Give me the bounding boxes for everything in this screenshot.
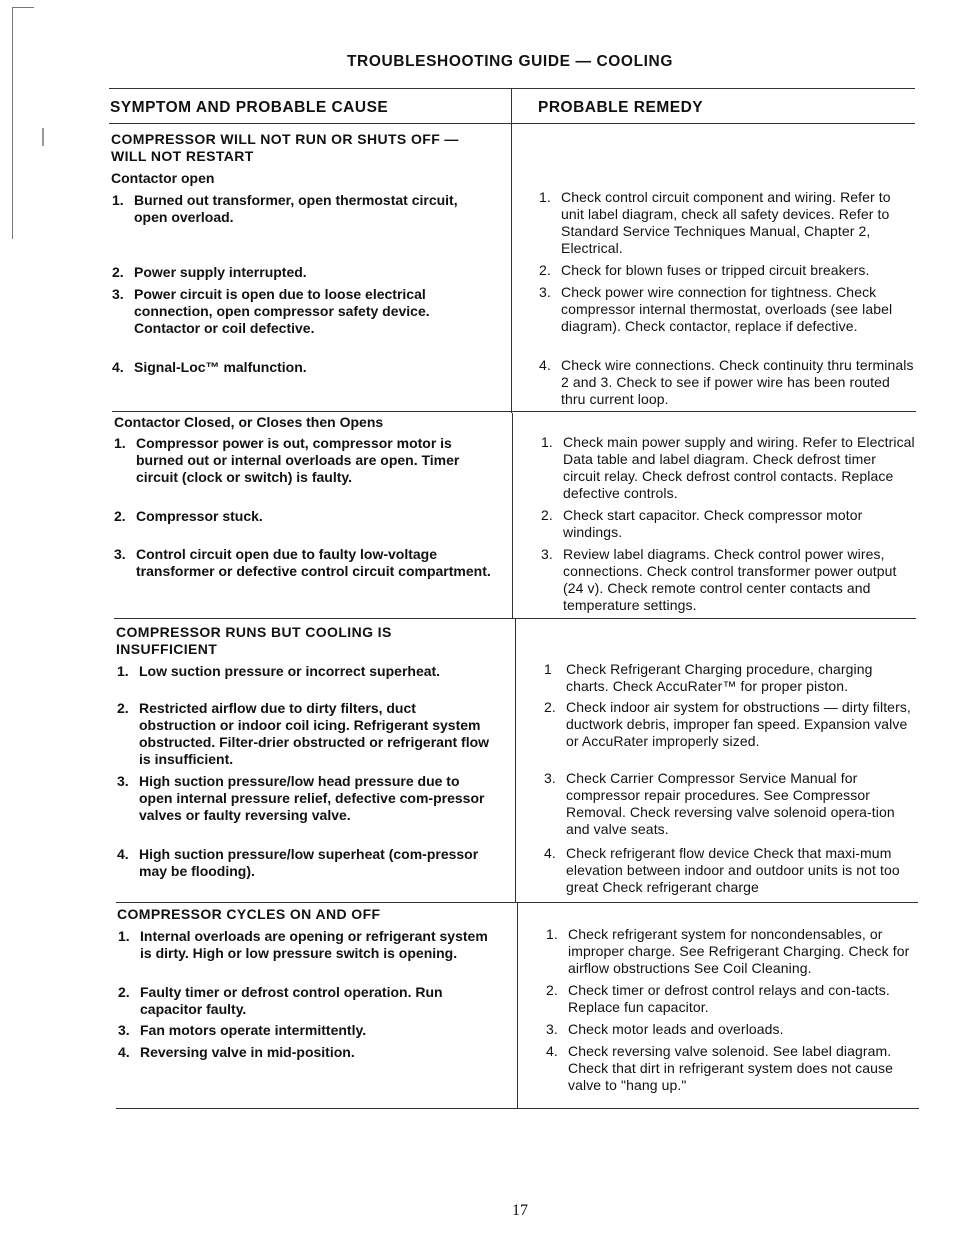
cause-item: 1. Low suction pressure or incorrect superheat. [117,663,441,679]
cause-item: 2. Power supply interrupted. [112,264,307,280]
column-divider [515,619,516,903]
cause-item: 4. Signal-Loc™ malfunction. [112,359,307,375]
remedy-item: 4. Check reversing valve solenoid. See label diagram. Check that dirt in refrigerant system does not cause valve to "hang up." [546,1043,894,1093]
scan-speck [42,128,44,146]
cause-item: 3. High suction pressure/low head pressure due to open internal pressure relief, defective com-pressor valves or faulty reversing valve. [117,773,485,823]
scan-border-mark [12,7,34,8]
bottom-rule [116,1108,919,1109]
cause-item: 3. Power circuit is open due to loose electrical connection, open compressor safety device. Contactor or coil defective. [112,286,430,336]
remedy-item: 2. Check for blown fuses or tripped circuit breakers. [539,262,870,278]
scan-border-mark [12,7,13,239]
section-heading: COMPRESSOR RUNS BUT COOLING IS INSUFFICIENT [116,624,392,657]
remedy-column-header: PROBABLE REMEDY [538,99,704,116]
remedy-item: 1. Check refrigerant system for noncondensables, or improper charge. See Refrigerant Charging. Check for airflow obstructions See Coil Cleaning. [546,926,910,976]
cause-item: 2. Faulty timer or defrost control operation. Run capacitor faulty. [118,984,443,1017]
column-divider [517,903,518,1108]
remedy-item: 1. Check control circuit component and wiring. Refer to unit label diagram, check all safety devices. Refer to Standard Service Techniques Manual, Chapter 2, Electrical. [539,189,891,256]
remedy-item: 3. Check power wire connection for tightness. Check compressor internal thermostat, overloads (see label diagram). Check contactor, replace if defective. [539,284,893,334]
header-underline [109,123,915,124]
remedy-item: 1 Check Refrigerant Charging procedure, charging charts. Check AccuRater™ for proper piston. [544,661,873,694]
remedy-item: 4. Check refrigerant flow device Check that maxi-mum elevation between indoor and outdoor units is not too great Check refrigerant charge [544,845,900,895]
section-divider [112,411,916,412]
cause-item: 4. Reversing valve in mid-position. [118,1044,355,1060]
remedy-item: 2. Check timer or defrost control relays and con-tacts. Replace fun capacitor. [546,982,890,1015]
column-divider [512,413,513,618]
remedy-item: 3. Review label diagrams. Check control power wires, connections. Check control transformer power output (24 v). Check remote control center contacts and temperature settings. [541,546,897,613]
cause-item: 2. Restricted airflow due to dirty filters, duct obstruction or indoor coil icing. Refrigerant system obstructed. Filter-drier obstructed or refrigerant flow is insufficient. [117,700,490,767]
cause-item: 1. Internal overloads are opening or refrigerant system is dirty. High or low pressure switch is opening. [118,928,488,961]
section-divider [116,902,918,903]
remedy-item: 4. Check wire connections. Check continuity thru terminals 2 and 3. Check to see if power wire has been routed thru current loop. [539,357,914,407]
remedy-item: 2. Check indoor air system for obstructions — dirty filters, ductwork debris, improper fan speed. Expansion valve or AccuRater improperly sized. [544,699,911,749]
header-rule [109,88,915,89]
cause-item: 2. Compressor stuck. [114,508,263,524]
page-number: 17 [512,1202,528,1219]
section-subheading: Contactor open [111,170,215,186]
cause-item: 4. High suction pressure/low superheat (com-pressor may be flooding). [117,846,479,879]
page-title: TROUBLESHOOTING GUIDE — COOLING [346,53,674,70]
section-heading: COMPRESSOR CYCLES ON AND OFF [117,906,381,922]
cause-item: 1. Compressor power is out, compressor motor is burned out or internal overloads are open. Timer circuit (clock or switch) is faulty. [114,435,460,485]
section-divider [114,618,916,619]
cause-item: 3. Fan motors operate intermittently. [118,1022,367,1038]
cause-item: 3. Control circuit open due to faulty low-voltage transformer or defective control circuit compartment. [114,546,491,579]
section-heading: COMPRESSOR WILL NOT RUN OR SHUTS OFF — WILL NOT RESTART [111,131,459,164]
cause-item: 1. Burned out transformer, open thermostat circuit, open overload. [112,192,458,225]
remedy-item: 3. Check motor leads and overloads. [546,1021,784,1037]
remedy-item: 3. Check Carrier Compressor Service Manual for compressor repair procedures. See Compressor Removal. Check reversing valve solenoid opera-tion and valve seats. [544,770,895,837]
remedy-item: 2. Check start capacitor. Check compressor motor windings. [541,507,863,540]
symptom-column-header: SYMPTOM AND PROBABLE CAUSE [110,99,389,116]
section-subheading: Contactor Closed, or Closes then Opens [114,414,384,430]
remedy-item: 1. Check main power supply and wiring. Refer to Electrical Data table and label diagram. Check defrost timer circuit relay. Check defrost control contacts. Replace defective controls. [541,434,915,501]
column-divider [511,89,512,413]
